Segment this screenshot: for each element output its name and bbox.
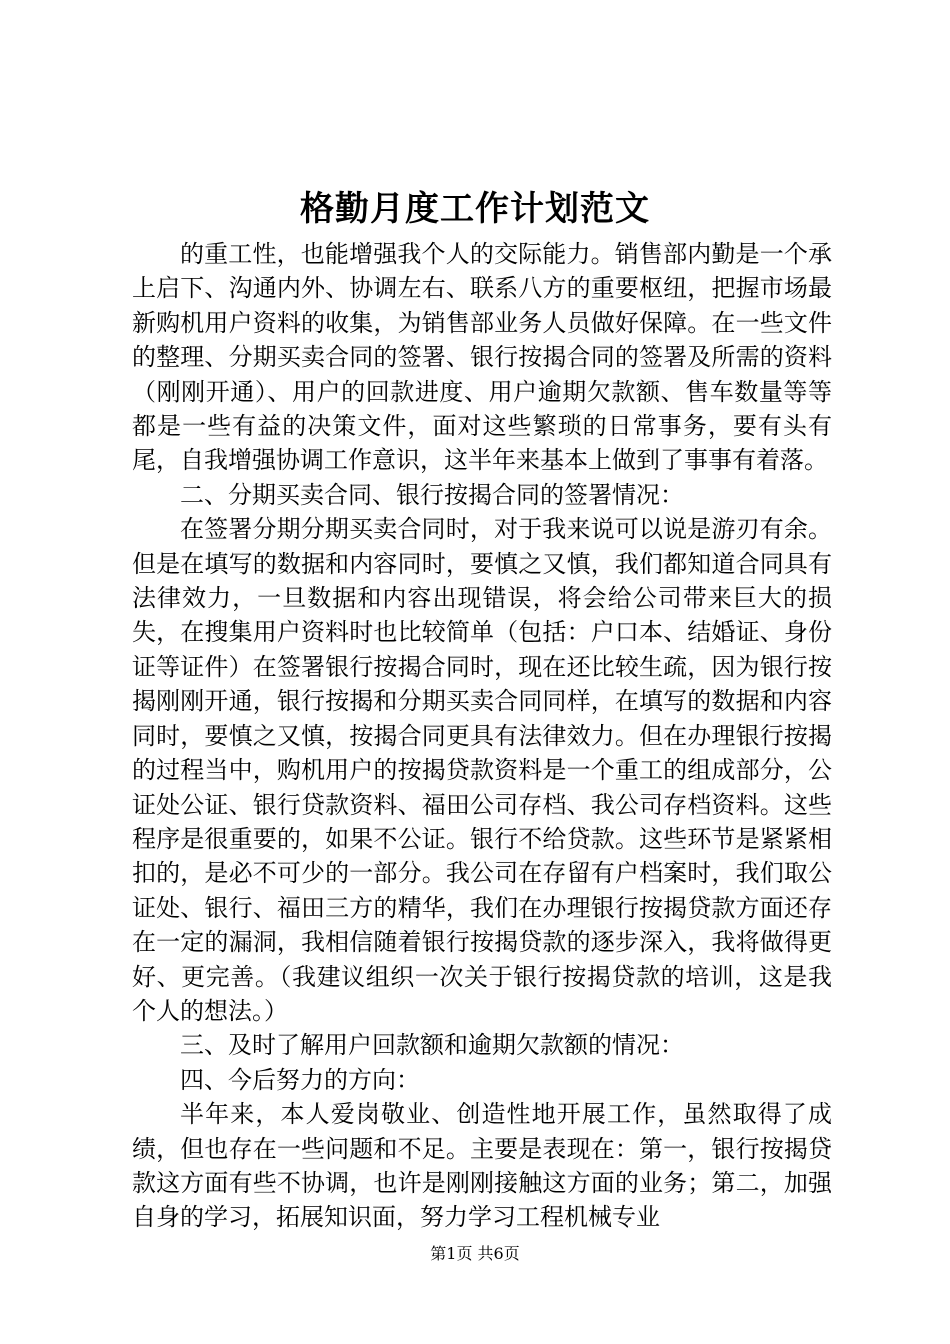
paragraph-1: 的重工性，也能增强我个人的交际能力。销售部内勤是一个承上启下、沟通内外、协调左右、联系八方的重要枢纽，把握市场最新购机用户资料的收集，为销售部业务人员做好保障。在一些文件的整理、分期买卖合同的签署、银行按揭合同的签署及所需的资料（刚刚开通）、用户的回款进度、用户逾期欠款额、售车数量等等都是一些有益的决策文件，面对这些繁琐的日常事务，要有头有尾，自我增强协调工作意识，这半年来基本上做到了事事有着落。 [132,240,832,475]
paragraph-2-heading: 二、分期买卖合同、银行按揭合同的签署情况： [180,480,684,509]
document-body [132,237,832,1235]
page-number-footer: 第1页 共6页 [430,1244,520,1263]
paragraph-3: 在签署分期分期买卖合同时，对于我来说可以说是游刃有余。但是在填写的数据和内容同时，要慎之又慎，我们都知道合同具有法律效力，一旦数据和内容出现错误，将会给公司带来巨大的损失，在搜集用户资料时也比较简单（包括：户口本、结婚证、身份证等证件）在签署银行按揭合同时，现在还比较生疏，因为银行按揭刚刚开通，银行按揭和分期买卖合同同样，在填写的数据和内容同时，要慎之又慎，按揭合同更具有法律效力。但在办理银行按揭的过程当中，购机用户的按揭贷款资料是一个重工的组成部分，公证处公证、银行贷款资料、福田公司存档、我公司存档资料。这些程序是很重要的，如果不公证。银行不给贷款。这些环节是紧紧相扣的，是必不可少的一部分。我公司在存留有户档案时，我们取公证处、银行、福田三方的精华，我们在办理银行按揭贷款方面还存在一定的漏洞，我相信随着银行按揭贷款的逐步深入，我将做得更好、更完善。（我建议组织一次关于银行按揭贷款的培训，这是我个人的想法。） [132,515,832,1025]
paragraph-5-heading: 四、今后努力的方向： [180,1065,420,1094]
document-title: 格勤月度工作计划范文 [300,189,650,229]
paragraph-4-heading: 三、及时了解用户回款额和逾期欠款额的情况： [180,1031,684,1060]
paragraph-6: 半年来，本人爱岗敬业、创造性地开展工作，虽然取得了成绩，但也存在一些问题和不足。主要是表现在：第一，银行按揭贷款这方面有些不协调，也许是刚刚接触这方面的业务；第二，加强自身的学习，拓展知识面，努力学习工程机械专业 [132,1100,832,1232]
